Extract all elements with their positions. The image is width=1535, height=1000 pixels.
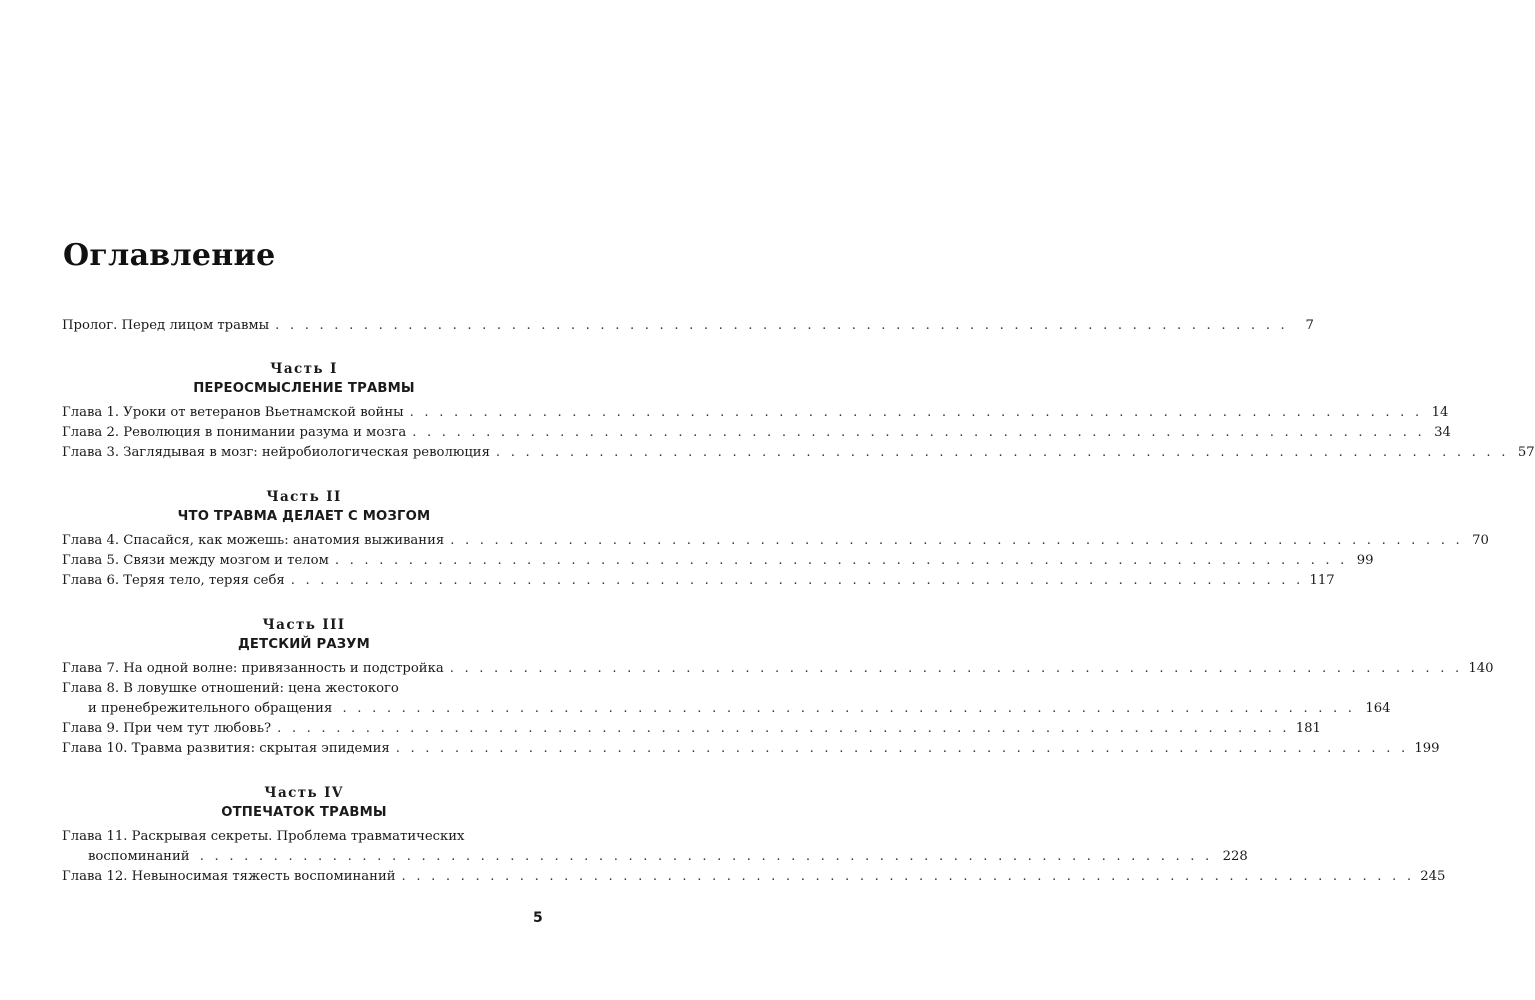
toc-entry[interactable] — [62, 739, 1440, 759]
part-heading — [62, 359, 546, 399]
toc-entry[interactable] — [62, 659, 1494, 679]
toc-entry[interactable] — [62, 443, 1535, 463]
part-heading — [62, 783, 546, 823]
toc-entry[interactable] — [62, 719, 1321, 739]
toc-page-number: 228 — [1222, 849, 1248, 864]
part-title: ДЕТСКИЙ РАЗУМ — [237, 637, 370, 652]
toc-entry[interactable] — [62, 827, 1248, 867]
dot-leader — [396, 739, 1409, 759]
toc-page-number: 199 — [1414, 741, 1440, 756]
dot-leader — [496, 443, 1509, 463]
dot-leader — [335, 551, 1348, 571]
toc-entry-text: Глава 9. При чем тут любовь? — [62, 721, 272, 736]
toc-entry-text: Глава 1. Уроки от ветеранов Вьетнамской войны — [62, 405, 404, 420]
dot-leader — [412, 423, 1425, 443]
toc-entry[interactable] — [62, 531, 1489, 551]
toc-entry-text: Глава 3. Заглядывая в мозг: нейробиологическая революция — [62, 445, 490, 460]
dot-leader — [200, 849, 1213, 864]
toc-entry-text: Глава 5. Связи между мозгом и телом — [62, 553, 329, 568]
dot-leader — [343, 701, 1356, 716]
toc-page-number: 7 — [1305, 318, 1314, 333]
part-label: Часть IV — [264, 785, 344, 801]
toc-entry-text: Пролог. Перед лицом травмы — [62, 318, 270, 333]
part-title: ПЕРЕОСМЫСЛЕНИЕ ТРАВМЫ — [193, 381, 415, 396]
part-title: ОТПЕЧАТОК ТРАВМЫ — [221, 805, 387, 820]
table-of-contents — [62, 316, 1535, 887]
toc-entry-text: Глава 8. В ловушке отношений: цена жестокого — [62, 681, 399, 696]
page-number: 5 — [533, 910, 543, 926]
part-title: ЧТО ТРАВМА ДЕЛАЕТ С МОЗГОМ — [177, 509, 431, 524]
toc-entry-text: Глава 10. Травма развития: скрытая эпидемия — [62, 741, 390, 756]
toc-entry[interactable] — [62, 551, 1374, 571]
toc-entry[interactable] — [62, 423, 1451, 443]
toc-entry[interactable] — [62, 867, 1446, 887]
dot-leader — [277, 719, 1290, 739]
toc-entry[interactable] — [62, 679, 1391, 719]
part-heading — [62, 487, 546, 527]
toc-entry-prologue[interactable] — [62, 316, 1314, 336]
toc-entry-text: Глава 2. Революция в понимании разума и мозга — [62, 425, 407, 440]
toc-page-number: 181 — [1295, 721, 1321, 736]
toc-entry-text: Глава 4. Спасайся, как можешь: анатомия выживания — [62, 533, 445, 548]
toc-page-number: 70 — [1472, 533, 1489, 548]
part-label: Часть II — [266, 489, 342, 505]
toc-entry-text: Глава 12. Невыносимая тяжесть воспоминаний — [62, 869, 396, 884]
dot-leader — [410, 403, 1423, 423]
toc-page-number: 164 — [1365, 701, 1391, 716]
toc-page-number: 99 — [1356, 553, 1374, 568]
toc-entry-text: Глава 6. Теряя тело, теряя себя — [62, 573, 285, 588]
dot-leader — [291, 571, 1304, 591]
toc-entry-text-continued: и пренебрежительного обращения — [88, 701, 333, 716]
toc-entry-text-continued: воспоминаний — [88, 849, 190, 864]
toc-entry-text: Глава 7. На одной волне: привязанность и подстройка — [62, 661, 444, 676]
toc-page-number: 57 — [1517, 445, 1535, 460]
toc-entry[interactable] — [62, 571, 1335, 591]
toc-page-number: 34 — [1434, 425, 1451, 440]
dot-leader — [402, 867, 1415, 887]
dot-leader — [450, 659, 1463, 679]
part-label: Часть I — [270, 361, 338, 377]
toc-entry[interactable] — [62, 403, 1449, 423]
page-title: Оглавление — [63, 238, 276, 273]
dot-leader — [450, 531, 1463, 551]
toc-page-number: 117 — [1309, 573, 1335, 588]
toc-entry-text: Глава 11. Раскрывая секреты. Проблема травматических — [62, 829, 465, 844]
toc-page-number: 245 — [1420, 869, 1446, 884]
part-heading — [62, 615, 546, 655]
toc-page-number: 14 — [1431, 405, 1449, 420]
dot-leader — [275, 316, 1288, 336]
toc-page-number: 140 — [1468, 661, 1494, 676]
part-label: Часть III — [262, 617, 346, 633]
